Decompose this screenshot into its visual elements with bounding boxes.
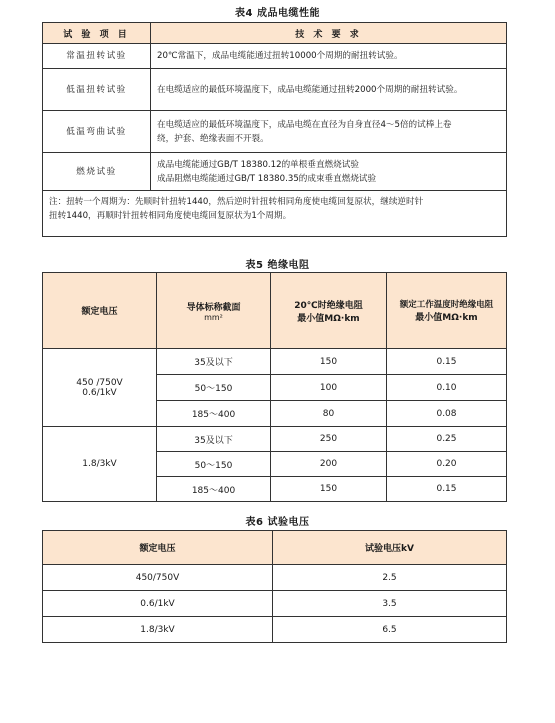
table5-r20: 150	[271, 349, 387, 375]
table5-rwork: 0.15	[387, 349, 507, 375]
table5-rwork: 0.08	[387, 401, 507, 427]
table5-rwork: 0.10	[387, 375, 507, 401]
table5-voltage: 450 /750V 0.6/1kV	[43, 349, 157, 427]
table5-section: 35及以下	[157, 349, 271, 375]
table4-caption: 表4 成品电缆性能	[235, 8, 320, 19]
table5-section: 185～400	[157, 401, 271, 427]
table4-header-requirement: 技 术 要 求	[151, 23, 507, 44]
table5-header-rwork: 额定工作温度时绝缘电阻 最小值MΩ·km	[387, 273, 507, 349]
table5-header-voltage: 额定电压	[43, 273, 157, 349]
table6-caption: 表6 试验电压	[245, 517, 310, 528]
table4-item: 燃烧试验	[43, 153, 151, 191]
table5-header-section: 导体标称截面 mm²	[157, 273, 271, 349]
table5-r20: 200	[271, 452, 387, 477]
table6-voltage: 450/750V	[43, 565, 273, 591]
table4-item: 常温扭转试验	[43, 44, 151, 69]
table5-section: 35及以下	[157, 427, 271, 452]
table4-requirement: 20℃常温下，成品电缆能通过扭转10000个周期的耐扭转试验。	[151, 44, 507, 69]
table5-caption: 表5 绝缘电阻	[245, 260, 310, 271]
table5-section: 185～400	[157, 477, 271, 502]
table4-requirement: 在电缆适应的最低环境温度下，成品电缆能通过扭转2000个周期的耐扭转试验。	[151, 69, 507, 111]
table4-requirement: 在电缆适应的最低环境温度下，成品电缆在直径为自身直径4～5倍的试棒上卷 绕，护套、绝缘表面不开裂。	[151, 111, 507, 153]
table5-section: 50～150	[157, 375, 271, 401]
table6-voltage: 1.8/3kV	[43, 617, 273, 643]
table5-section: 50～150	[157, 452, 271, 477]
table6-header-test-voltage: 试验电压kV	[273, 531, 507, 565]
table5-rwork: 0.25	[387, 427, 507, 452]
table6-voltage: 0.6/1kV	[43, 591, 273, 617]
table5-rwork: 0.15	[387, 477, 507, 502]
table5-r20: 100	[271, 375, 387, 401]
table4	[42, 22, 507, 237]
table5-r20: 250	[271, 427, 387, 452]
table6	[42, 530, 507, 643]
table5-r20: 150	[271, 477, 387, 502]
table5-header-r20: 20℃时绝缘电阻 最小值MΩ·km	[271, 273, 387, 349]
table6-header-voltage: 额定电压	[43, 531, 273, 565]
table6-test-voltage: 3.5	[273, 591, 507, 617]
table5-r20: 80	[271, 401, 387, 427]
table4-item: 低温扭转试验	[43, 69, 151, 111]
table5-voltage: 1.8/3kV	[43, 427, 157, 502]
table4-requirement: 成品电缆能通过GB/T 18380.12的单根垂直燃烧试验 成品阻燃电缆能通过GB/T 18380.35的成束垂直燃烧试验	[151, 153, 507, 191]
table6-test-voltage: 6.5	[273, 617, 507, 643]
table4-header-item: 试 验 项 目	[43, 23, 151, 44]
table6-test-voltage: 2.5	[273, 565, 507, 591]
table5	[42, 272, 507, 502]
table5-rwork: 0.20	[387, 452, 507, 477]
table4-item: 低温弯曲试验	[43, 111, 151, 153]
table4-note: 注：扭转一个周期为：先顺时针扭转1440，然后逆时针扭转相同角度使电缆回复原状，继续逆时针 扭转1440，再顺时针扭转相同角度使电缆回复原状为1个周期。	[43, 191, 507, 237]
